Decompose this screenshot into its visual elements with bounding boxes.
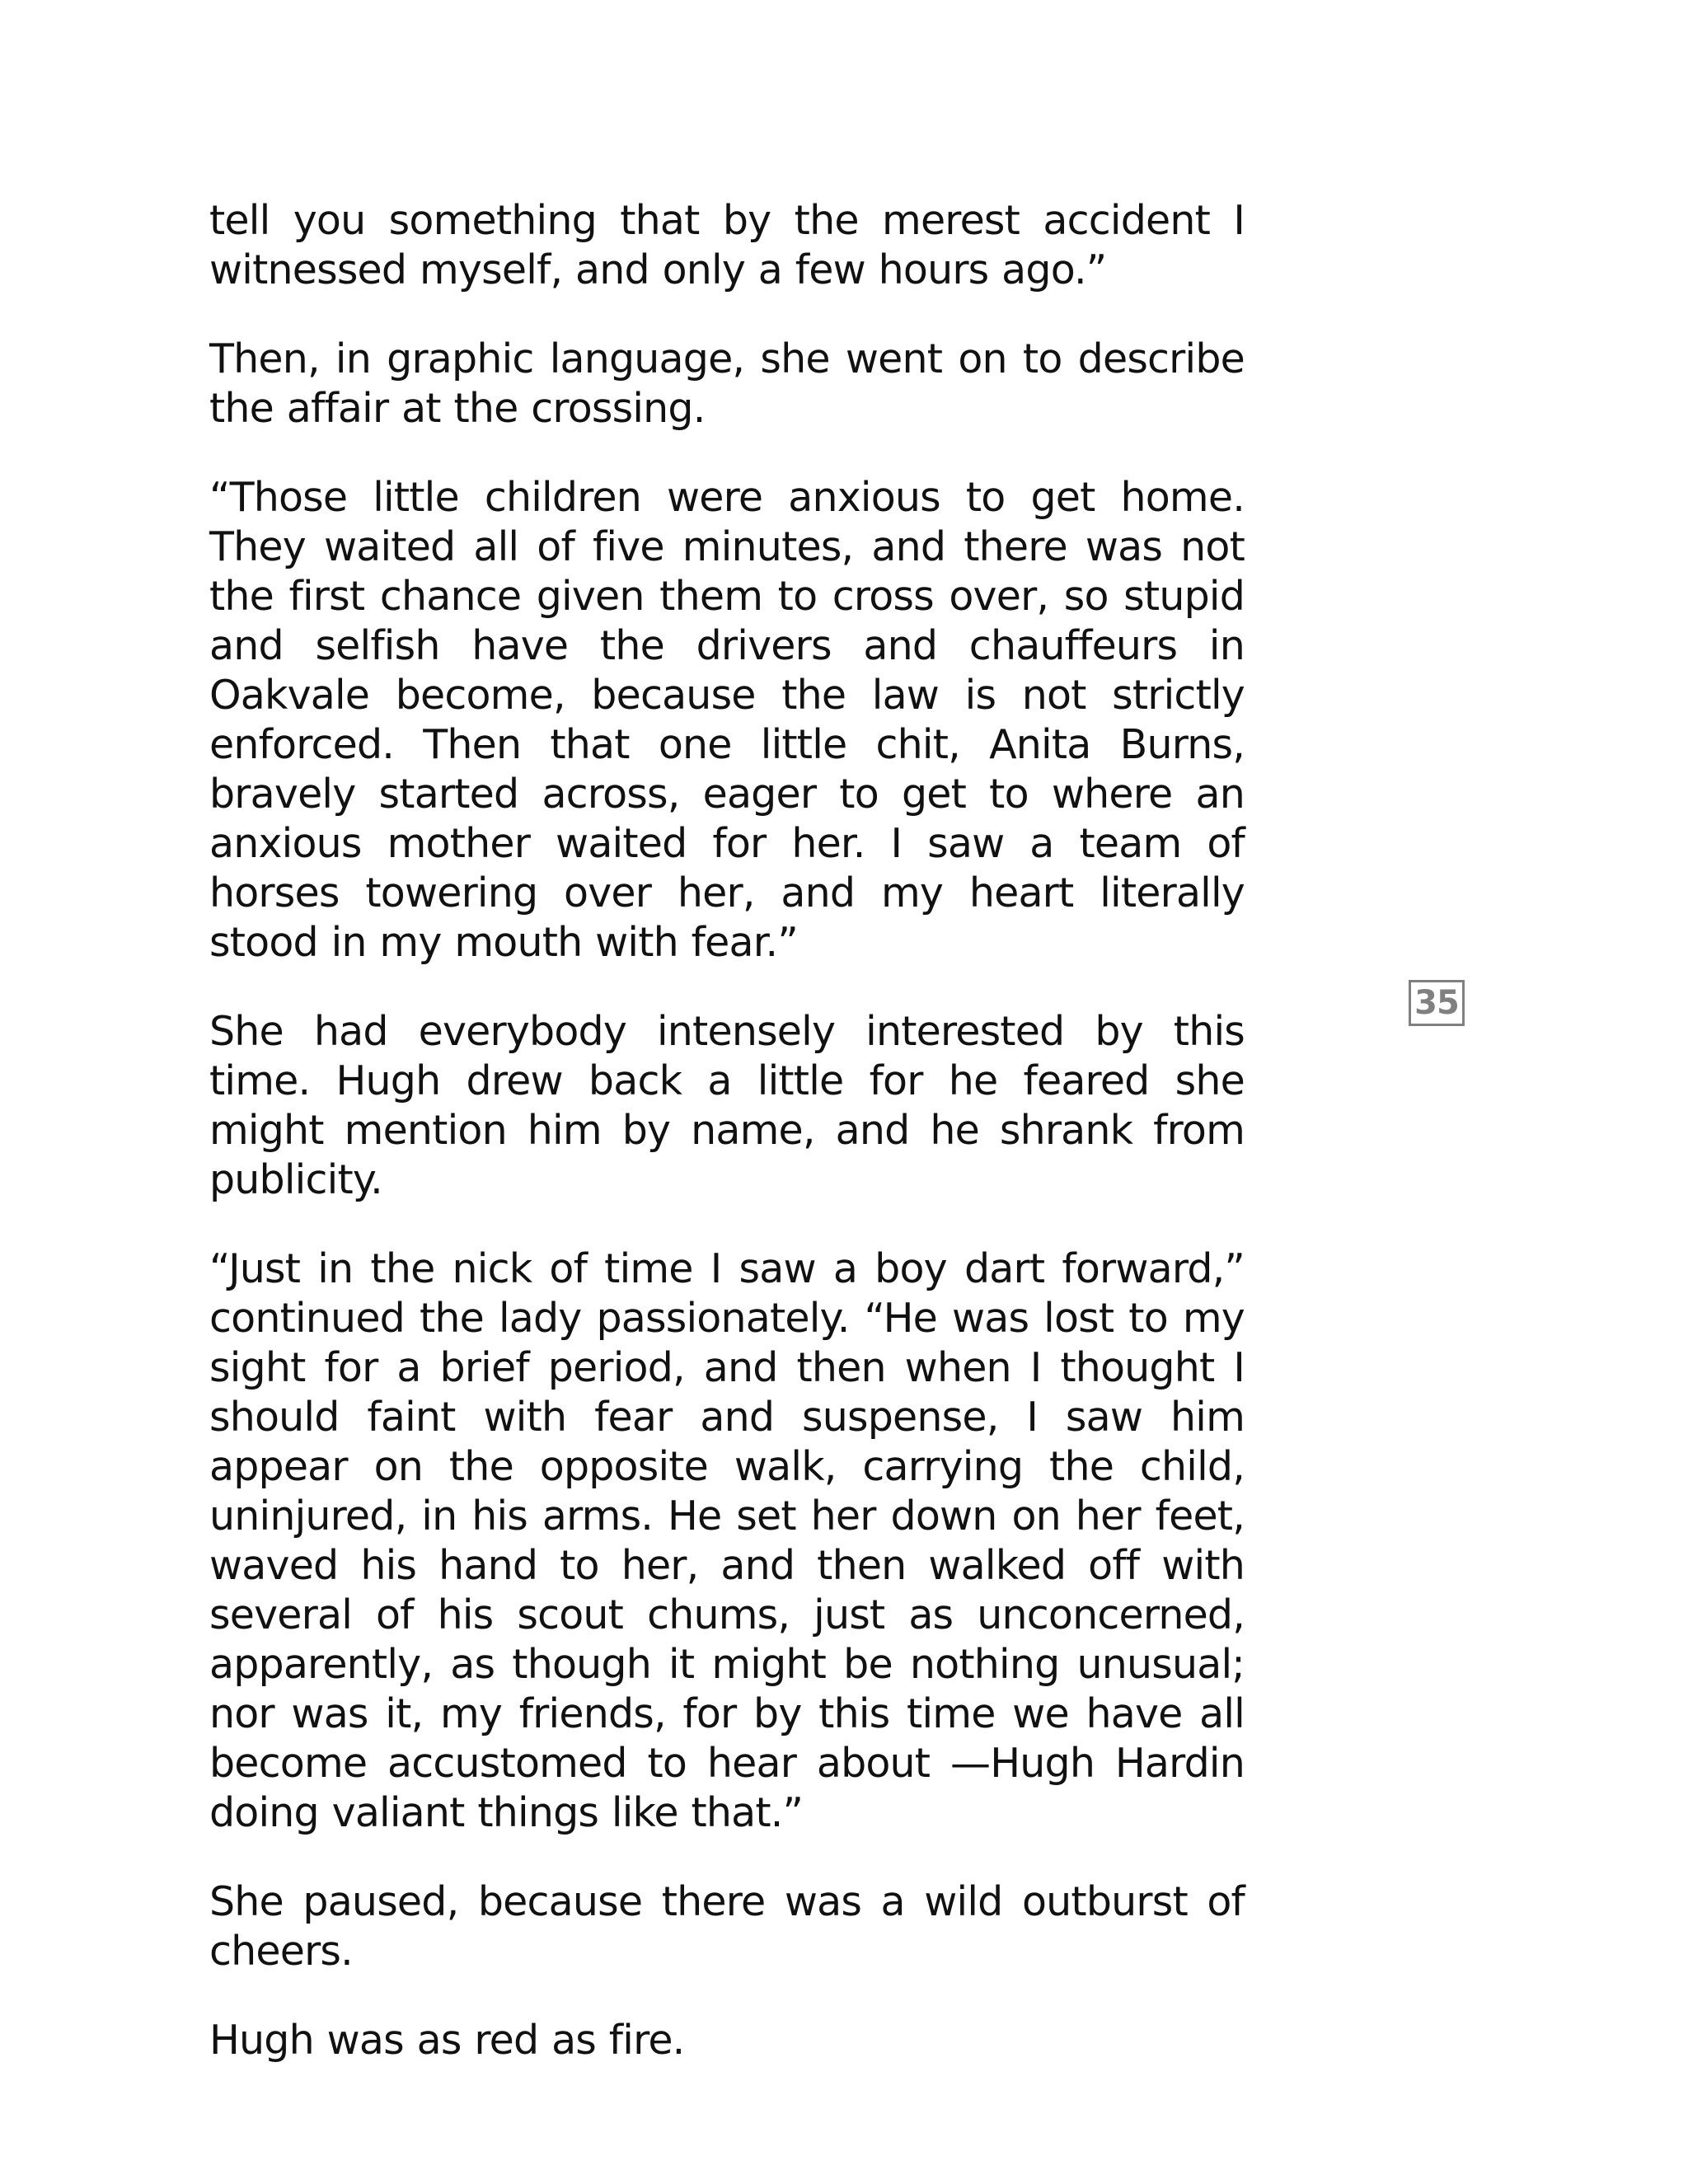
paragraph-5: “Just in the nick of time I saw a boy dart forward,” continued the lady passionately. “He was lost to my sight for a brief period, and then when I thought I should faint with fear and suspense, I saw him appear on the opposite walk, carrying the child, uninjured, in his arms. He set her down on her feet, waved his hand to her, and then walked off with several of his scout chums, just as unconcerned, apparently, as though it might be nothing unusual; nor was it, my friends, for by this time we have all become accustomed to hear about —Hugh Hardin doing valiant things like that.” (209, 1245, 1245, 1836)
page-number-badge: 35 (1409, 980, 1465, 1026)
paragraph-4: She had everybody intensely interested by this time. Hugh drew back a little for he feared she might mention him by name, and he shrank from publicity. (209, 1008, 1245, 1203)
page-body (209, 196, 1245, 2065)
paragraph-3: “Those little children were anxious to get home. They waited all of five minutes, and there was not the first chance given them to cross over, so stupid and selfish have the drivers and chauffeurs in Oakvale become, because the law is not strictly enforced. Then that one little chit, Anita Burns, bravely started across, eager to get to where an anxious mother waited for her. I saw a team of horses towering over her, and my heart literally stood in my mouth with fear.” (209, 474, 1245, 966)
paragraph-1: tell you something that by the merest accident I witnessed myself, and only a few hours ago.” (209, 197, 1245, 293)
paragraph-2: Then, in graphic language, she went on to describe the affair at the crossing. (209, 335, 1245, 432)
paragraph-7: Hugh was as red as fire. (209, 2017, 685, 2064)
paragraph-6: She paused, because there was a wild outburst of cheers. (209, 1878, 1245, 1975)
